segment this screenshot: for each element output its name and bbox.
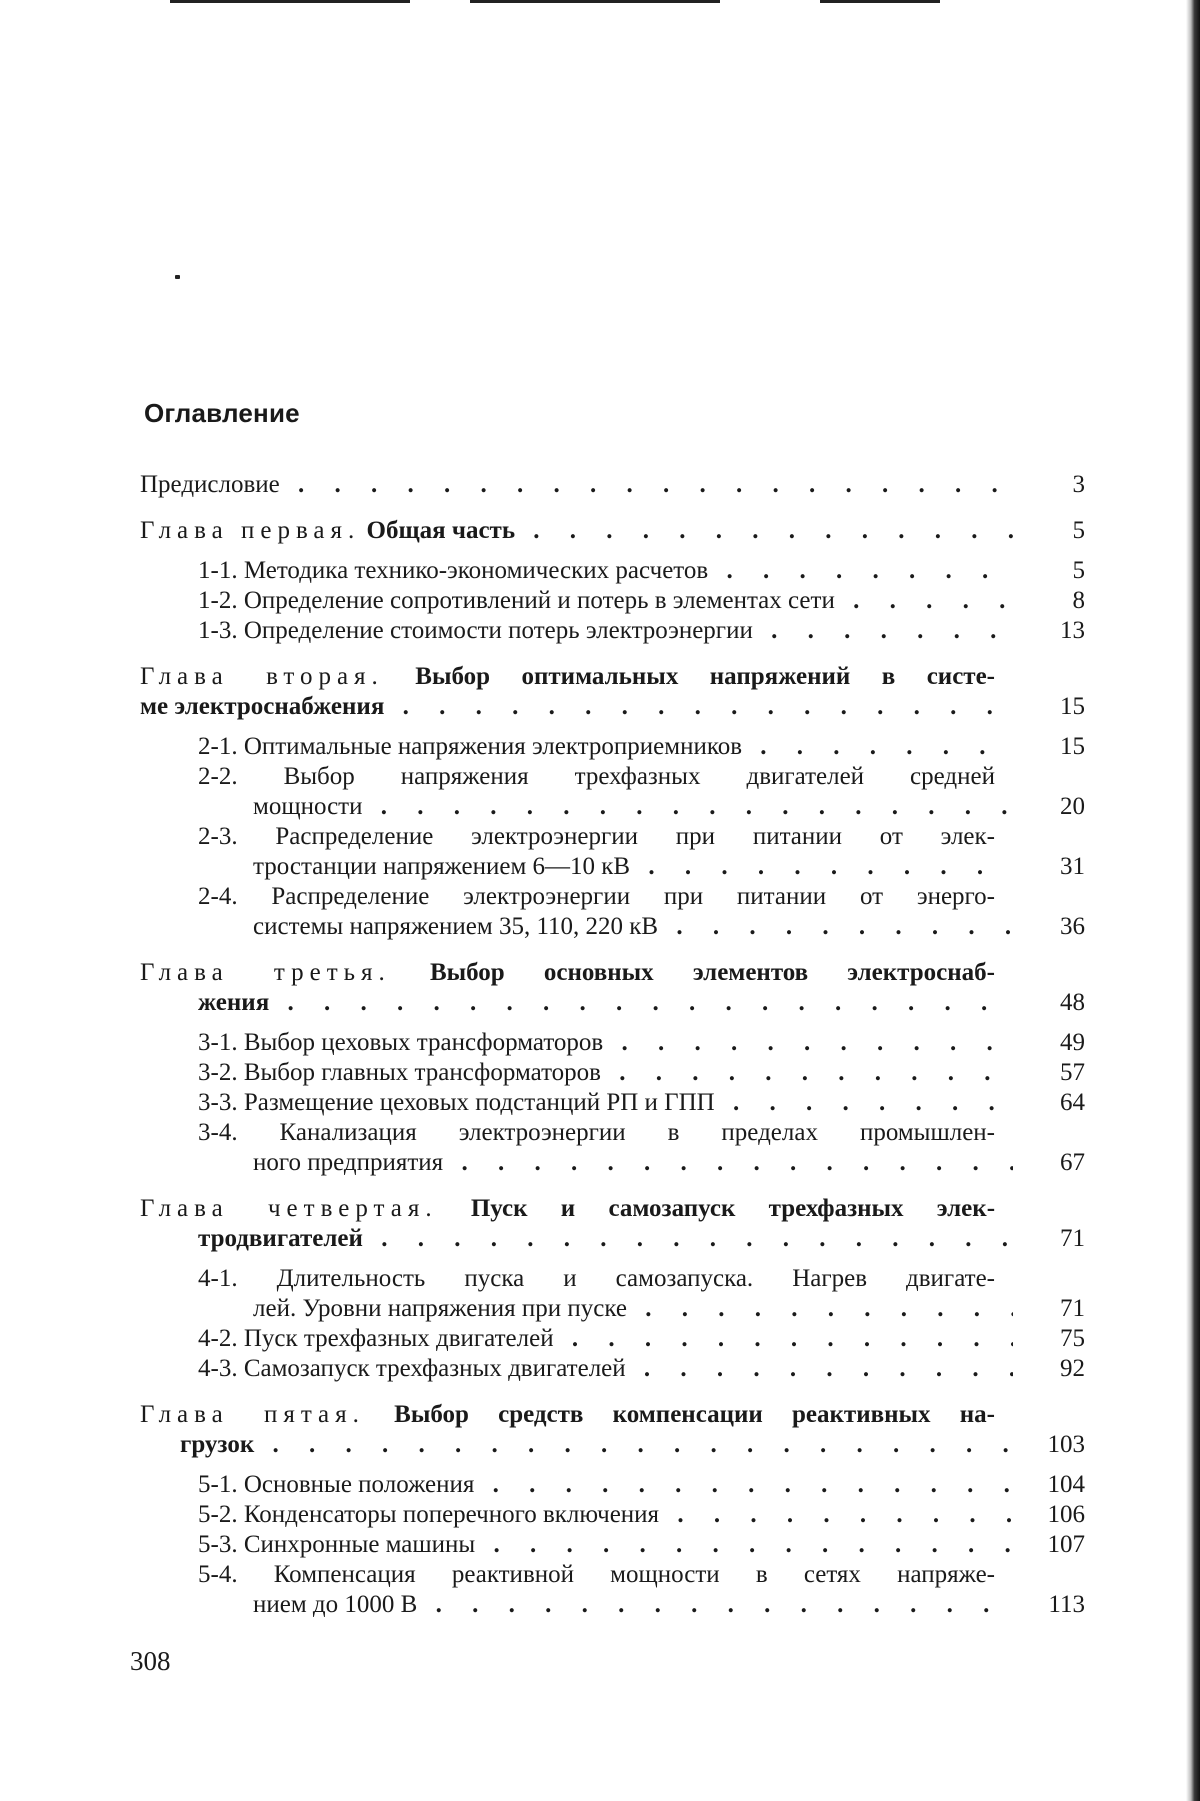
chapter-heading-line[interactable]: [140, 1400, 995, 1430]
preface-label: Предисловие . . .: [140, 470, 1013, 500]
chapter-4: [140, 1194, 1085, 1384]
toc-entry-section[interactable]: [140, 852, 1085, 882]
toc-entry-section[interactable]: [140, 556, 1085, 586]
section-page: 104: [1047, 1471, 1085, 1498]
section-title: 5-1. Основные положения . . .: [198, 1470, 1013, 1500]
toc-entry-section[interactable]: [140, 1530, 1085, 1560]
section-title: 3-1. Выбор цеховых трансформаторов . . .: [198, 1028, 1013, 1058]
chapter-heading-line[interactable]: [140, 662, 995, 692]
toc-entry-section[interactable]: [140, 732, 1085, 762]
section-page: 36: [1060, 913, 1085, 940]
section-page: 75: [1060, 1325, 1085, 1352]
toc-entry-section[interactable]: [140, 1058, 1085, 1088]
chapter-1: [140, 516, 1085, 646]
chapter-title: Выбор оптимальных напряжений в систе-: [415, 663, 995, 690]
section-title: 1-2. Определение сопротивлений и потерь в элементах сети . . .: [198, 586, 1013, 616]
toc-entry-preface[interactable]: [140, 470, 1085, 500]
section-title: 3-2. Выбор главных трансформаторов . . .: [198, 1058, 1013, 1088]
chapter-heading-line[interactable]: [140, 958, 995, 988]
toc-entry-section[interactable]: [140, 1470, 1085, 1500]
ink-speck: [175, 275, 180, 279]
chapter-5: [140, 1400, 1085, 1620]
toc-entry-section[interactable]: [140, 616, 1085, 646]
toc-entry-section[interactable]: [140, 1354, 1085, 1384]
toc-entry-section[interactable]: [140, 1148, 1085, 1178]
chapter-title: Выбор средств компенсации реактивных на-: [394, 1401, 995, 1428]
toc-entry-section[interactable]: [140, 1500, 1085, 1530]
section-title: 3-3. Размещение цеховых подстанций РП и ГПП . . .: [198, 1088, 1013, 1118]
chapter-title-cont: ме электроснабжения . . .: [140, 692, 1013, 722]
toc-entry-section[interactable]: [140, 586, 1085, 616]
section-title-cont: ного предприятия . . .: [253, 1148, 1013, 1178]
section-title: 4-2. Пуск трехфазных двигателей . . .: [198, 1324, 1013, 1354]
chapter-prefix: Глава третья.: [140, 959, 391, 986]
top-edge-rule: [820, 0, 940, 3]
section-title: 2-1. Оптимальные напряжения электроприемников . . .: [198, 732, 1013, 762]
toc-heading: Оглавление: [144, 398, 300, 428]
section-title: 5-2. Конденсаторы поперечного включения . . .: [198, 1500, 1013, 1530]
section-title: 5-3. Синхронные машины . . .: [198, 1530, 1013, 1560]
chapter-heading[interactable]: [140, 516, 1085, 546]
chapter-page: 15: [1060, 693, 1085, 720]
section-page: 31: [1060, 853, 1085, 880]
section-page: 106: [1047, 1501, 1085, 1528]
chapter-title-cont: грузок . . .: [180, 1430, 1013, 1460]
page-edge-shadow: [1186, 0, 1200, 1801]
section-title-cont: системы напряжением 35, 110, 220 кВ . . .: [253, 912, 1013, 942]
toc-entry-section[interactable]: [140, 912, 1085, 942]
chapter-page: 5: [1072, 517, 1085, 544]
section-title-line[interactable]: 2-2. Выбор напряжения трехфазных двигателей средней: [198, 763, 995, 790]
toc-entry-section[interactable]: [140, 792, 1085, 822]
section-page: 15: [1060, 733, 1085, 760]
section-title-line[interactable]: 4-1. Длительность пуска и самозапуска. Нагрев двигате-: [198, 1265, 995, 1292]
chapter-prefix: Глава четвертая.: [140, 1195, 438, 1222]
section-title: 4-3. Самозапуск трехфазных двигателей . . .: [198, 1354, 1013, 1384]
chapter-page: 48: [1060, 989, 1085, 1016]
chapter-title-cont: тродвигателей . . .: [198, 1224, 1013, 1254]
section-title-line[interactable]: 3-4. Канализация электроэнергии в пределах промышлен-: [198, 1119, 995, 1146]
chapter-title: Пуск и самозапуск трехфазных элек-: [470, 1195, 995, 1222]
toc-entry-section[interactable]: [140, 1294, 1085, 1324]
toc-entry-section[interactable]: [140, 1324, 1085, 1354]
chapter-prefix: Глава первая.: [140, 517, 361, 544]
section-page: 5: [1072, 557, 1085, 584]
toc-entry-section[interactable]: [140, 1088, 1085, 1118]
chapter-title-cont: жения . . .: [198, 988, 1013, 1018]
section-page: 57: [1060, 1059, 1085, 1086]
top-edge-rule: [470, 0, 720, 3]
page-number: 308: [130, 1646, 171, 1676]
chapter-prefix: Глава пятая.: [140, 1401, 365, 1428]
chapter-title: Выбор основных элементов электроснаб-: [429, 959, 995, 986]
chapter-heading-continuation[interactable]: [140, 1224, 1085, 1254]
section-title-cont: тростанции напряжением 6—10 кВ . . .: [253, 852, 1013, 882]
chapter-2: [140, 662, 1085, 942]
top-edge-rule: [170, 0, 410, 3]
section-page: 64: [1060, 1089, 1085, 1116]
section-page: 71: [1060, 1295, 1085, 1322]
section-page: 20: [1060, 793, 1085, 820]
section-page: 13: [1060, 617, 1085, 644]
section-page: 92: [1060, 1355, 1085, 1382]
section-title-line[interactable]: 2-4. Распределение электроэнергии при питании от энерго-: [198, 883, 995, 910]
chapter-3: [140, 958, 1085, 1178]
section-title-line[interactable]: 5-4. Компенсация реактивной мощности в сетях напряже-: [198, 1561, 995, 1588]
section-title-cont: лей. Уровни напряжения при пуске . . .: [253, 1294, 1013, 1324]
toc-entry-section[interactable]: [140, 1028, 1085, 1058]
section-page: 8: [1072, 587, 1085, 614]
section-title-cont: нием до 1000 В . . .: [253, 1590, 1013, 1620]
section-page: 67: [1060, 1149, 1085, 1176]
chapter-heading-continuation[interactable]: [140, 692, 1085, 722]
section-title-cont: мощности . . .: [253, 792, 1013, 822]
table-of-contents: [140, 470, 1085, 1620]
section-page: 49: [1060, 1029, 1085, 1056]
chapter-title: Общая часть: [366, 517, 516, 544]
chapter-page: 71: [1060, 1225, 1085, 1252]
chapter-page: 103: [1047, 1431, 1085, 1458]
section-page: 113: [1048, 1591, 1085, 1618]
toc-entry-section[interactable]: [140, 1590, 1085, 1620]
section-page: 107: [1047, 1531, 1085, 1558]
chapter-heading-continuation[interactable]: [140, 1430, 1085, 1460]
section-title: 1-1. Методика технико-экономических расчетов . . .: [198, 556, 1013, 586]
chapter-heading-continuation[interactable]: [140, 988, 1085, 1018]
chapter-heading-line[interactable]: [140, 1194, 995, 1224]
section-title-line[interactable]: 2-3. Распределение электроэнергии при питании от элек-: [198, 823, 995, 850]
section-title: 1-3. Определение стоимости потерь электроэнергии . . .: [198, 616, 1013, 646]
preface-page: 3: [1072, 471, 1085, 498]
chapter-prefix: Глава вторая.: [140, 663, 384, 690]
